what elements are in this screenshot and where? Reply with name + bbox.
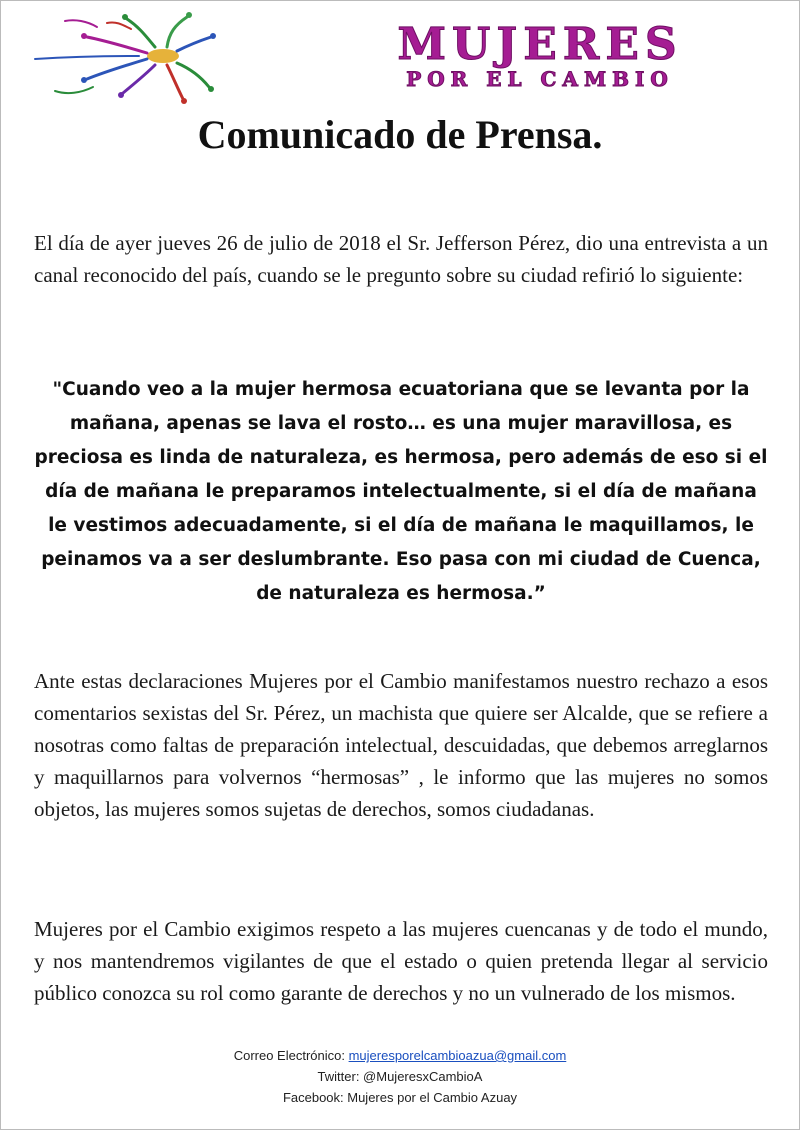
email-link[interactable]: mujeresporelcambioazua@gmail.com	[348, 1048, 567, 1063]
brand-line-2: POR EL CAMBIO	[406, 67, 674, 91]
dancing-figures-icon	[35, 12, 216, 104]
brand-line-1: MUJERES	[397, 19, 683, 70]
sun-icon	[147, 49, 179, 63]
intro-paragraph: El día de ayer jueves 26 de julio de 2018 el Sr. Jefferson Pérez, dio una entrevista a un canal reconocido del país, cuando se le pregunto sobre su ciudad refirió lo siguiente:	[34, 231, 768, 287]
twitter-line: Twitter: @MujeresxCambioA	[317, 1069, 483, 1084]
demand-paragraph: Mujeres por el Cambio exigimos respeto a las mujeres cuencanas y de todo el mundo, y nos mantendremos vigilantes de que el estado o quien pretenda llegar al servicio público conozca su rol como garante de derechos y no un vulnerado de los mismos.	[34, 917, 768, 1005]
email-line	[1, 1045, 799, 1066]
page-title: Comunicado de Prensa.	[197, 112, 603, 157]
contact-footer	[1, 1045, 799, 1108]
organization-name	[297, 19, 783, 91]
response-paragraph: Ante estas declaraciones Mujeres por el Cambio manifestamos nuestro rechazo a esos comentarios sexistas del Sr. Pérez, un machista que quiere ser Alcalde, que se refiere a nosotras como faltas de preparación intelectual, descuidadas, que debemos arreglarnos y maquillarnos para volvernos “hermosas” , le informo que las mujeres no somos objetos, las mujeres somos sujetas de derechos, somos ciudadanas.	[34, 669, 768, 821]
facebook-line: Facebook: Mujeres por el Cambio Azuay	[282, 1090, 518, 1105]
quote-paragraph: "Cuando veo a la mujer hermosa ecuatoriana que se levanta por la mañana, apenas se lava el rosto… es una mujer maravillosa, es preciosa es linda de naturaleza, es hermosa, pero además de eso si el día de mañana le preparamos intelectualmente, si el día de mañana le vestimos adecuadamente, si el día de mañana le maquillamos, le peinamos va a ser deslumbrante. Eso pasa con mi ciudad de Cuenca, de naturaleza es hermosa.”	[34, 379, 768, 604]
organization-logo	[27, 7, 217, 105]
email-label: Correo Electrónico:	[233, 1048, 349, 1063]
